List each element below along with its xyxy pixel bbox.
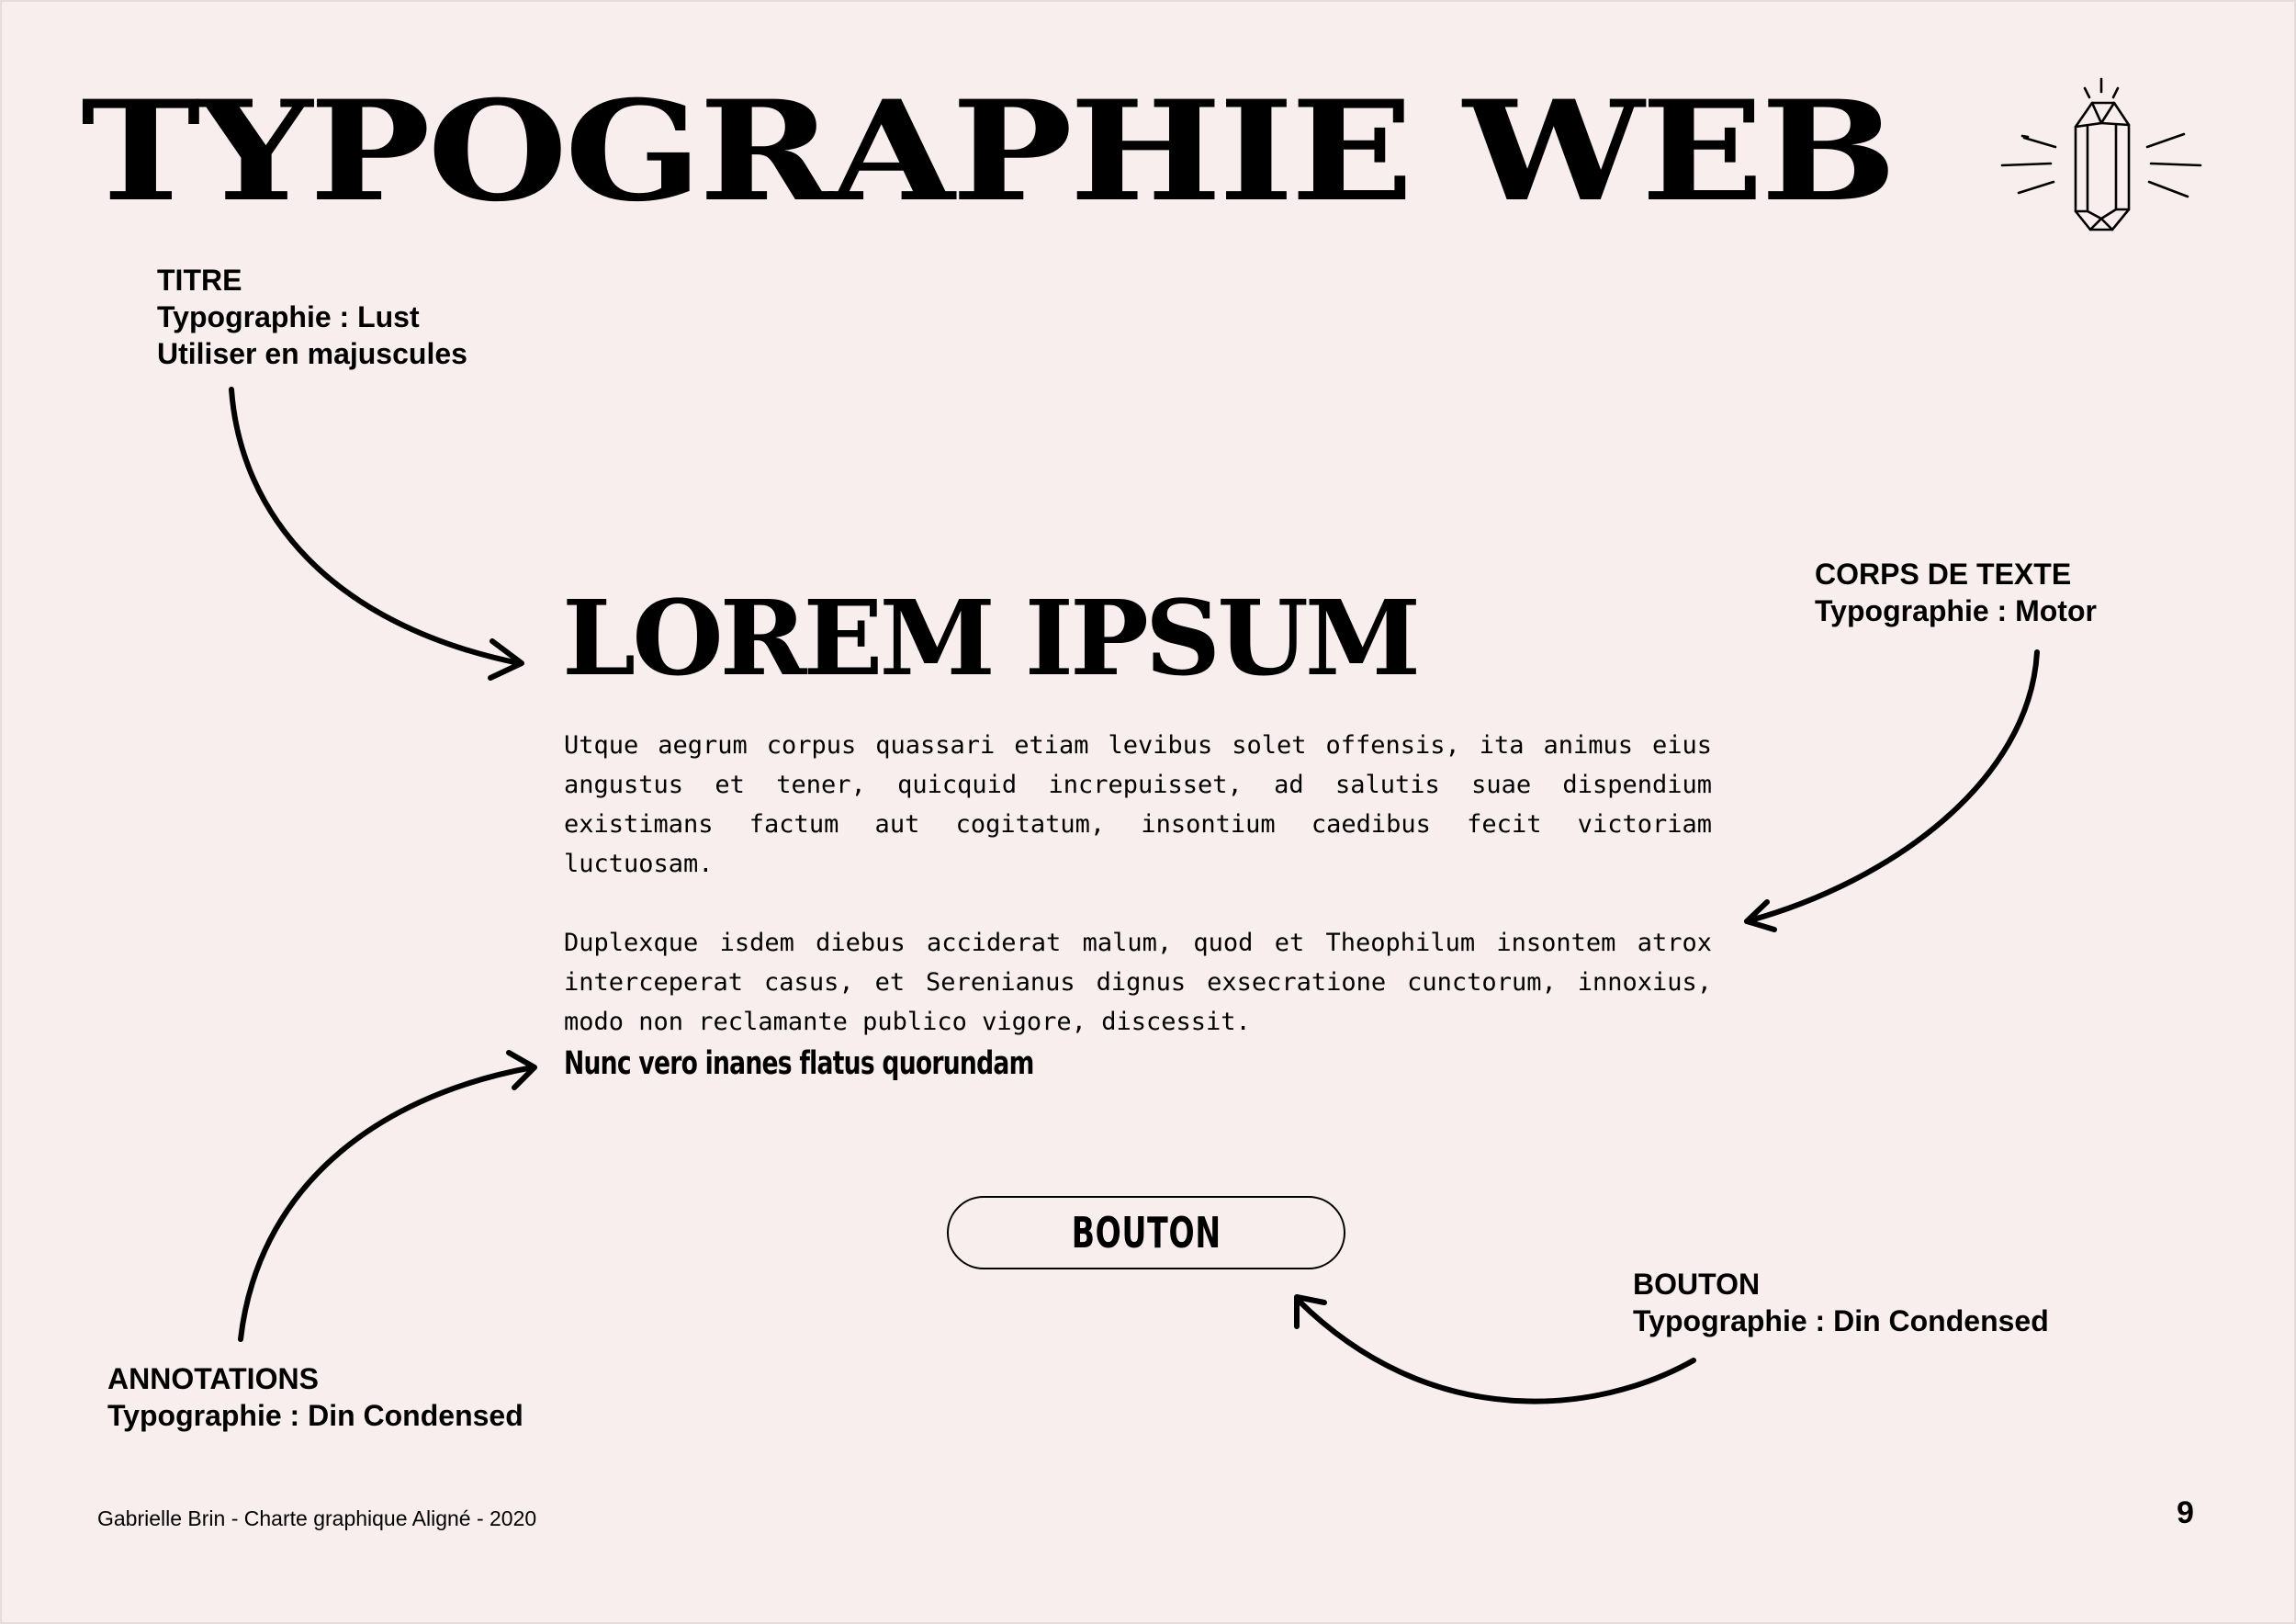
sample-paragraph: Duplexque isdem diebus acciderat malum, quod et Theophilum insontem atrox interceperat casus, et Serenianus dignus exsecratione cunctorum, innoxius, modo non reclamante publico vigore, discessit. bbox=[564, 929, 1712, 1036]
page-title: TYPOGRAPHIE WEB bbox=[81, 71, 1894, 232]
annotation-line: Typographie : Din Condensed bbox=[107, 1399, 523, 1432]
curved-arrow-icon bbox=[241, 1053, 535, 1339]
annotation-line: Typographie : Din Condensed bbox=[1633, 1304, 2049, 1337]
annotation-heading: ANNOTATIONS bbox=[107, 1362, 319, 1395]
curved-arrow-icon bbox=[1747, 652, 2037, 930]
annotation-line: Utiliser en majuscules bbox=[157, 337, 467, 370]
sample-paragraph: Utque aegrum corpus quassari etiam levibus solet offensis, ita animus eius angustus et tener, quicquid increpuisset, ad salutis suae dispendium existimans factum aut cogitatum, insontium caedibus fecit victoriam luctuosam. bbox=[564, 731, 1712, 878]
curved-arrow-icon bbox=[231, 389, 522, 678]
annotation-heading: CORPS DE TEXTE bbox=[1815, 558, 2072, 591]
annotation-line: Typographie : Motor bbox=[1815, 594, 2097, 627]
sample-title: LOREM IPSUM bbox=[562, 579, 1418, 699]
sample-subheading: Nunc vero inanes flatus quorundam bbox=[564, 1045, 1034, 1082]
page-number: 9 bbox=[2177, 1495, 2194, 1530]
annotation-heading: TITRE bbox=[157, 264, 242, 297]
footer-credit: Gabrielle Brin - Charte graphique Aligné - 2020 bbox=[97, 1506, 537, 1530]
sample-button-label: BOUTON bbox=[1071, 1208, 1221, 1257]
curved-arrow-icon bbox=[1297, 1297, 1694, 1402]
annotation-line: Typographie : Lust bbox=[157, 300, 420, 333]
annotation-heading: BOUTON bbox=[1633, 1268, 1761, 1301]
